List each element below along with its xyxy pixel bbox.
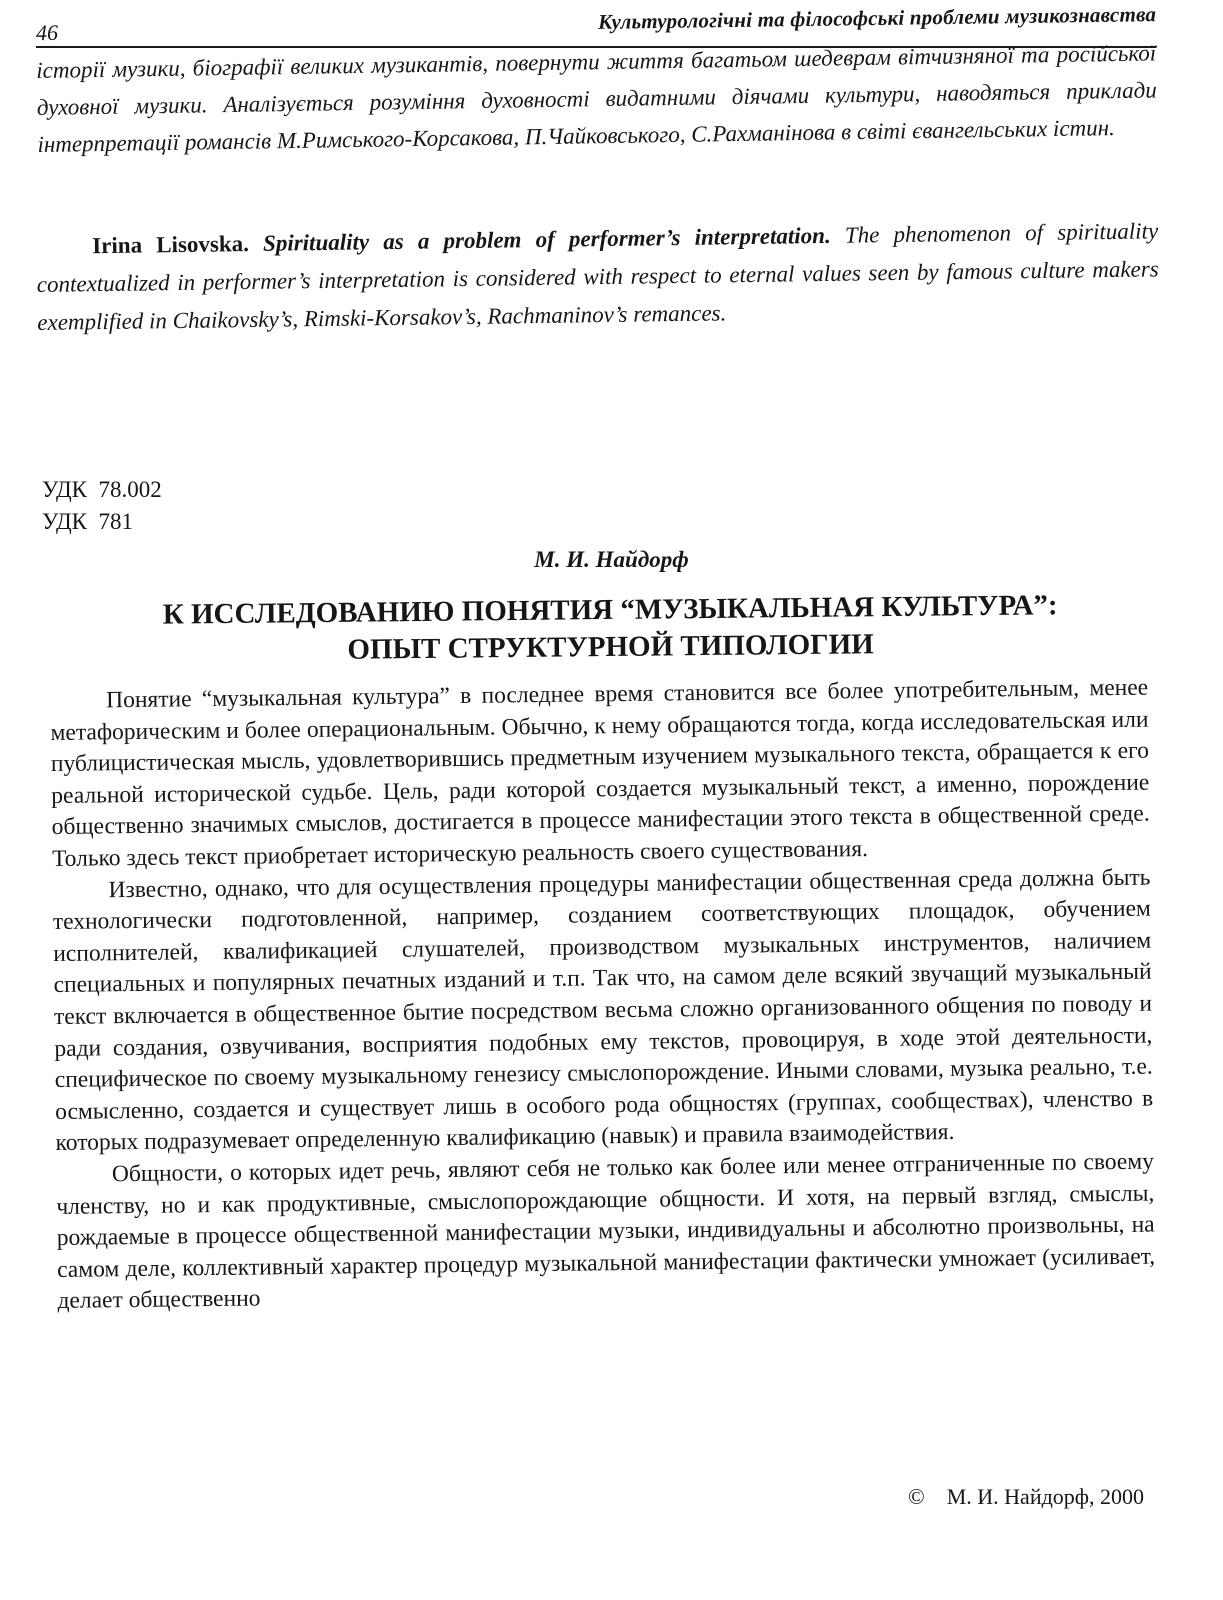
body-paragraph: Понятие “музыкальная культура” в последнее время становится все более употребительным, менее метафорическим и более операциональным. Обычно, к нему обращаются тогда, когда исследовательская или публицистическая мысль, удовлетворившись предметным изучением музыкального текста, обращается к его реальной исторической судьбе. Цель, ради которой создается музыкальный текст, а именно, порождение общественно значимых смыслов, достигается в процессе манифестации этого текста в общественной среде. Только здесь текст приобретает историческую реальность своего существования. — [50, 674, 1150, 872]
journal-section-title: Культурологічні та філософські проблеми музикознавства — [597, 2, 1157, 34]
previous-article-abstract-ukrainian — [36, 34, 1158, 163]
abstract-en-author: Irina Lisovska. — [92, 231, 250, 259]
copyright-text: М. И. Найдорф, 2000 — [946, 1484, 1145, 1509]
udc-codes — [42, 474, 162, 538]
abstract-uk-text: історії музики, біографії великих музикантів, повернути життя багатьом шедеврам вітчизняної та російської духовної музики. Аналізується розуміння духовності видатними діячами культури, наводяться приклади інтерпретації романсів М.Римського-Корсакова, П.Чайковського, С.Рахманінова в світі євангельських істин. — [36, 40, 1157, 157]
article-title — [40, 586, 1181, 672]
abstract-en-paragraph — [36, 212, 1159, 342]
body-paragraph: Известно, однако, что для осуществления процедуры манифестации общественная среда должна быть технологически подготовленной, например, созданием соответствующих площадок, обучением исполнителей, квалификацией слушателей, производством музыкальных инструментов, наличием специальных и популярных печатных изданий и т.п. Так что, на самом деле всякий звучащий музыкальный текст включается в общественное бытие посредством весьма сложно организованного общения по поводу и ради создания, озвучивания, восприятия подобных ему текстов, провоцируя, в ходе этой деятельности, специфическое по своему музыкальному генезису смыслопорождение. Иными словами, музыка реально, т.е. осмысленно, создается и существует лишь в особого рода общностях (группах, сообществах), членство в которых подразумевает определенную квалификацию (навык) и правила взаимодействия. — [52, 864, 1154, 1157]
page-number: 46 — [35, 19, 59, 46]
abstract-en-text: The phenomenon of spirituality contextualized in performer’s interpretation is considered with respect to eternal values seen by famous culture makers exemplified in Chaikovsky’s, Rimski-Korsakov’s, Rachmaninov’s remances. — [36, 218, 1159, 335]
body-paragraph: Общности, о которых идет речь, являют себя не только как более или менее отграниченные по своему членству, но и как продуктивные, смыслопорождающие общности. И хотя, на первый взгляд, смыслы, рождаемые в процессе общественной манифестации музыки, индивидуальны и абсолютно произвольны, на самом деле, коллективный характер процедур музыкальной манифестации фактически умножает (усиливает, делает общественно — [56, 1148, 1156, 1315]
udc-code: УДК 78.002 — [42, 477, 162, 502]
previous-article-abstract-english — [36, 212, 1159, 342]
abstract-en-title: Spirituality as a problem of performer’s interpretation. — [262, 222, 831, 256]
article-title-line: ОПЫТ СТРУКТУРНОЙ ТИПОЛОГИИ — [347, 628, 874, 666]
article-author: М. И. Найдорф — [534, 547, 689, 572]
udc-code: УДК 781 — [42, 509, 133, 534]
copyright-notice — [908, 1484, 1144, 1510]
article-body — [50, 673, 1156, 1318]
article-title-line: К ИССЛЕДОВАНИЮ ПОНЯТИЯ “МУЗЫКАЛЬНАЯ КУЛЬТУРА”: — [162, 589, 1058, 631]
copyright-icon: © — [908, 1484, 925, 1509]
